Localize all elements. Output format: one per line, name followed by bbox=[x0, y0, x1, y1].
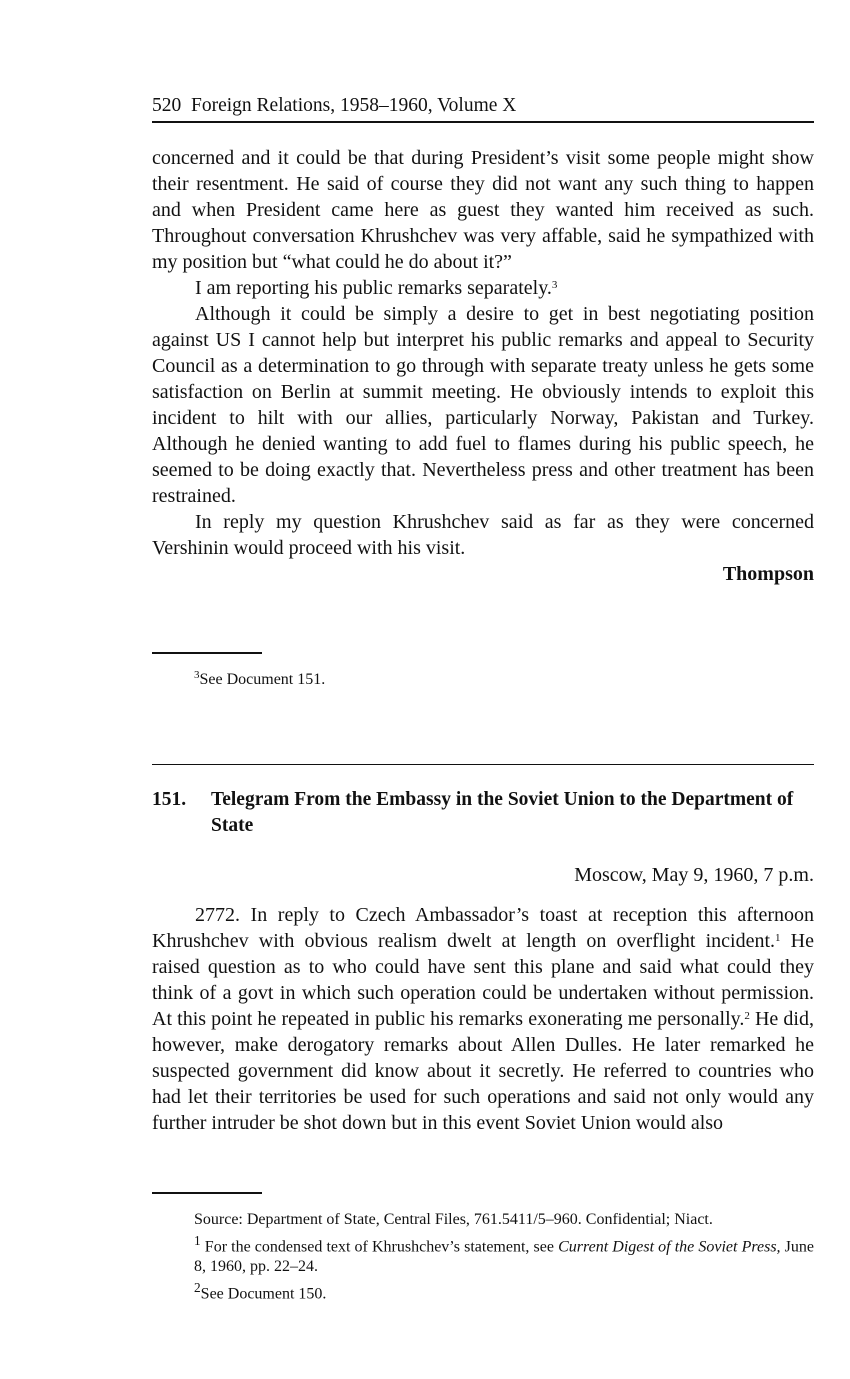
paragraph bbox=[152, 275, 814, 301]
footnote bbox=[194, 670, 325, 690]
header-rule bbox=[152, 121, 814, 123]
document-footnotes bbox=[194, 1210, 814, 1305]
footnote-text: For the condensed text of Khrushchev’s statement, see bbox=[204, 1237, 559, 1255]
signature: Thompson bbox=[722, 563, 814, 585]
document-title: Telegram From the Embassy in the Soviet Union to the Department of State bbox=[211, 789, 794, 836]
page-number: 520 bbox=[152, 95, 182, 116]
running-head bbox=[152, 93, 814, 119]
footnote-marker: 2 bbox=[744, 1010, 750, 1022]
paragraph: In reply my question Khrushchev said as far as they were concerned Vershinin would proceed with his visit. bbox=[152, 511, 814, 559]
footnote-text: See Document 150. bbox=[200, 1285, 327, 1303]
footnote bbox=[194, 1278, 814, 1305]
footnote-marker: 1 bbox=[194, 1232, 201, 1248]
footnote-marker: 1 bbox=[775, 932, 781, 944]
paragraph bbox=[152, 902, 814, 1136]
document-number: 151. bbox=[152, 789, 187, 810]
paragraph-text: I am reporting his public remarks separately. bbox=[195, 277, 552, 299]
paragraph: Although it could be simply a desire to get in best negotiating position against US I cannot help but interpret his public remarks and appeal to Security Council as a determination to go through with separate treaty unless he gets some satisfaction on Berlin at summit meeting. He obviously intends to exploit this incident to hilt with our allies, particularly Norway, Pakistan and Turkey. Although he denied wanting to add fuel to flames during his public speech, he seemed to be doing exactly that. Nevertheless press and other treatment has been restrained. bbox=[152, 303, 814, 507]
dateline: Moscow, May 9, 1960, 7 p.m. bbox=[574, 864, 814, 886]
publication-title: Current Digest of the Soviet Press, bbox=[558, 1237, 781, 1255]
footnote-rule bbox=[152, 1192, 262, 1194]
continuation-text bbox=[152, 145, 814, 587]
footnote-rule bbox=[152, 652, 262, 654]
paragraph-text: He raised question as to who could have sent this plane and said what could they think of a govt in which such operation could be undertaken without permission. At this point he repeated in public his remarks exonerating me personally. bbox=[152, 930, 814, 1030]
footnote-marker: 2 bbox=[194, 1279, 201, 1295]
running-title: Foreign Relations, 1958–1960, Volume X bbox=[191, 95, 517, 116]
footnote-text: June 8, 1960, pp. 22–24. bbox=[194, 1237, 815, 1276]
footnote bbox=[194, 1231, 814, 1278]
footnote-text: See Document 151. bbox=[199, 671, 326, 688]
telegram-body bbox=[152, 902, 814, 1136]
footnote-marker: 3 bbox=[551, 279, 558, 291]
paragraph: concerned and it could be that during President’s visit some people might show their resentment. He said of course they did not want any such thing to happen and when President came here as guest they wanted him received as such. Throughout conversation Khrushchev was very affable, said he sympathized with my position but “what could he do about it?” bbox=[152, 147, 814, 273]
paragraph-text: 2772. In reply to Czech Ambassador’s toast at reception this afternoon Khrushchev with obvious realism dwelt at length on overflight incident. bbox=[152, 904, 814, 952]
footnote-marker: 3 bbox=[194, 669, 200, 681]
paragraph-text: He did, however, make derogatory remarks about Allen Dulles. He later remarked he suspected government did know about it secretly. He referred to countries who had let their territories be used for such operations and said not only would any further intruder be shot down but in this event Soviet Union would also bbox=[152, 1008, 814, 1134]
source-note: Source: Department of State, Central Files, 761.5411/5–960. Confidential; Niact. bbox=[194, 1211, 713, 1228]
section-divider bbox=[152, 764, 814, 765]
